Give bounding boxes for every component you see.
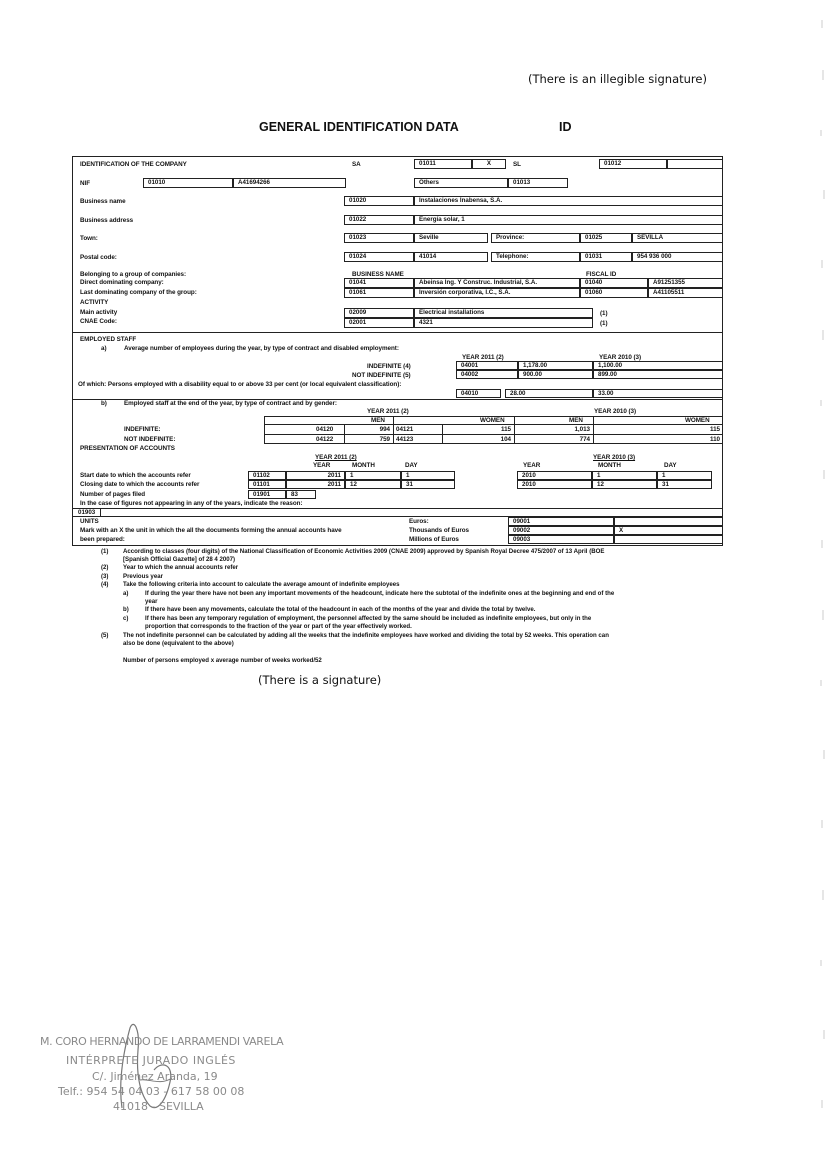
note-2-text: Year to which the annual accounts refer — [123, 564, 239, 571]
last-dominating-label: Last dominating company of the group: — [80, 289, 197, 296]
staff-b-year2010: YEAR 2010 (3) — [594, 408, 637, 415]
men-header-2011: MEN — [371, 417, 385, 424]
main-activity-value: Electrical installations — [414, 308, 593, 318]
notindef-2011: 900.00 — [518, 370, 593, 379]
start-month-prev: 1 — [592, 471, 657, 480]
id-label: ID — [559, 120, 572, 134]
town-label: Town: — [80, 235, 98, 242]
last-fiscal-code: 01060 — [580, 288, 648, 298]
b-notindef-women-2010: 110 — [709, 436, 720, 443]
close-day-prev: 31 — [657, 480, 712, 489]
euros-label: Euros: — [409, 518, 429, 525]
sl-code: 01012 — [599, 159, 667, 169]
close-month-prev: 12 — [592, 480, 657, 489]
start-month: 1 — [345, 471, 401, 480]
staff-header: EMPLOYED STAFF — [80, 336, 137, 343]
note-4-num: (4) — [101, 581, 109, 588]
start-code: 01102 — [248, 471, 286, 480]
cnae-value: 4321 — [414, 318, 593, 328]
units-text-2: been prepared: — [80, 536, 125, 543]
pages-code: 01901 — [248, 490, 286, 499]
close-code: 01101 — [248, 480, 286, 489]
accounts-year2010: YEAR 2010 (3) — [593, 454, 636, 461]
stamp-line-5: 41018 - SEVILLA — [113, 1100, 204, 1113]
province-value: SEVILLA — [632, 233, 723, 243]
divider — [393, 416, 394, 444]
cnae-label: CNAE Code: — [80, 318, 117, 325]
staff-b-letter: b) — [101, 400, 107, 407]
year-col-2011: YEAR — [313, 462, 331, 469]
millions-mark[interactable] — [614, 535, 723, 544]
telephone-value: 954 936 000 — [632, 252, 723, 262]
b-indef-women-code: 04121 — [396, 426, 414, 433]
business-name-code: 01020 — [344, 196, 414, 206]
notindef-label: NOT INDEFINITE (5) — [352, 372, 411, 379]
b-notindef-label: NOT INDEFINITE: — [124, 436, 176, 443]
start-day-prev: 1 — [657, 471, 712, 480]
telephone-code: 01031 — [580, 252, 632, 262]
formula-text: Number of persons employed x average number of weeks worked/52 — [123, 657, 322, 664]
euros-mark[interactable] — [614, 517, 723, 526]
close-year: 2011 — [286, 480, 345, 489]
close-day: 31 — [401, 480, 455, 489]
postal-value: 41014 — [414, 252, 488, 262]
b-indef-women-2010: 115 — [709, 426, 720, 433]
staff-b-text: Employed staff at the end of the year, by type of contract and by gender: — [124, 400, 337, 407]
units-text-1: Mark with an X the unit in which the all the documents forming the annual accounts have — [80, 527, 342, 534]
b-indef-women-2011: 115 — [500, 426, 511, 433]
signature-note-top: (There is an illegible signature) — [528, 72, 707, 86]
company-header: IDENTIFICATION OF THE COMPANY — [80, 161, 187, 168]
disability-text: Of which: Persons employed with a disability equal to or above 33 per cent (or local equivalent classification): — [78, 381, 402, 388]
divider — [442, 424, 443, 444]
thousands-label: Thousands of Euros — [409, 527, 469, 534]
direct-name: Abeinsa Ing. Y Construc. Industrial, S.A. — [414, 278, 580, 288]
business-name-value: Instalaciones Inabensa, S.A. — [414, 196, 723, 206]
note-4c-text: If there has been any temporary regulation of employment, the personnel affected by the same should be included as indefinite employees, but only in the — [145, 615, 592, 622]
divider — [344, 424, 345, 444]
year-col-2010: YEAR — [523, 462, 541, 469]
note-4c-num: c) — [123, 615, 129, 622]
cnae-code: 02001 — [344, 318, 414, 328]
men-header-2010: MEN — [569, 417, 583, 424]
note-5-text: The not indefinite personnel can be calculated by adding all the weeks that the indefinite employees have worked and dividing the total by 52 weeks. This operation can — [123, 632, 609, 639]
staff-a-year2010: YEAR 2010 (3) — [599, 354, 642, 361]
pages-label: Number of pages filed — [80, 491, 146, 498]
nif-label: NIF — [80, 180, 90, 187]
start-year-prev: 2010 — [517, 471, 592, 480]
province-label: Province: — [491, 233, 580, 243]
notindef-2010: 899.00 — [593, 370, 723, 379]
indef-code: 04001 — [456, 361, 518, 370]
postal-code-code: 01024 — [344, 252, 414, 262]
divider — [593, 416, 594, 444]
disability-2010: 33.00 — [593, 389, 723, 398]
signature-note-bottom: (There is a signature) — [258, 673, 382, 687]
sl-mark[interactable] — [667, 159, 723, 169]
business-address-code: 01022 — [344, 215, 414, 225]
day-col-2011: DAY — [405, 462, 418, 469]
thousands-mark[interactable]: X — [614, 526, 723, 535]
disability-code: 04010 — [456, 389, 501, 398]
b-indef-men-code: 04120 — [316, 426, 334, 433]
month-col-2011: MONTH — [352, 462, 375, 469]
activity-header: ACTIVITY — [80, 299, 109, 306]
b-indef-label: INDEFINITE: — [124, 426, 161, 433]
disability-2011: 28.00 — [505, 389, 593, 398]
scan-edge-marks — [808, 0, 830, 1170]
sa-code: 01011 — [414, 159, 472, 169]
start-year: 2011 — [286, 471, 345, 480]
note-4a-text: If during the year there have not been any important movements of the headcount, indicate here the subtotal of the indefinite ones at the beginning and end of the — [145, 590, 615, 597]
pages-value: 83 — [286, 490, 316, 499]
women-header-2011: WOMEN — [480, 417, 505, 424]
millions-label: Millions of Euros — [409, 536, 459, 543]
others-label: Others — [414, 178, 508, 188]
start-date-label: Start date to which the accounts refer — [80, 472, 191, 479]
divider — [264, 434, 723, 435]
units-header: UNITS — [80, 518, 99, 525]
province-code: 01025 — [580, 233, 632, 243]
direct-fiscal-code: 01040 — [580, 278, 648, 288]
page-title: GENERAL IDENTIFICATION DATA — [259, 120, 459, 134]
month-col-2010: MONTH — [598, 462, 621, 469]
note-2-num: (2) — [101, 564, 109, 571]
main-activity-code: 02009 — [344, 308, 414, 318]
euros-code: 09001 — [508, 517, 614, 526]
staff-a-year2011: YEAR 2011 (2) — [462, 354, 504, 361]
figures-code: 01903 — [72, 508, 723, 517]
note-4c-text2: proportion that corresponds to the fraction of the year or part of the year effectively worked. — [145, 623, 412, 630]
note-4-text: Take the following criteria into account to calculate the average amount of indefinite employees — [123, 581, 400, 588]
town-code: 01023 — [344, 233, 414, 243]
note-3-num: (3) — [101, 573, 109, 580]
b-indef-men-2010: 1,013 — [574, 426, 590, 433]
staff-b-year2011: YEAR 2011 (2) — [367, 408, 409, 415]
notindef-code: 04002 — [456, 370, 518, 379]
direct-code: 01041 — [344, 278, 414, 288]
others-code: 01013 — [508, 178, 568, 188]
note-5-text2: also be done (equivalent to the above) — [123, 640, 234, 647]
direct-fiscal-value: A91251355 — [648, 278, 723, 288]
note-4a-num: a) — [123, 590, 129, 597]
group-belonging-label: Belonging to a group of companies: — [80, 271, 187, 278]
close-year-prev: 2010 — [517, 480, 592, 489]
note-3-text: Previous year — [123, 573, 163, 580]
staff-a-text: Average number of employees during the year, by type of contract and disabled employment: — [124, 345, 399, 352]
indef-label: INDEFINITE (4) — [367, 363, 411, 370]
business-name-label: Business name — [80, 198, 126, 205]
note-1-text2: [Spanish Official Gazette] of 28 4 2007) — [123, 556, 236, 563]
stamp-line-1: M. CORO HERNANDO DE LARRAMENDI VARELA — [40, 1035, 284, 1048]
divider — [514, 416, 515, 444]
business-address-value: Energía solar, 1 — [414, 215, 723, 225]
main-activity-label: Main activity — [80, 309, 118, 316]
b-notindef-women-code: 44123 — [396, 436, 414, 443]
town-value: Seville — [414, 233, 488, 243]
b-indef-men-2011: 994 — [379, 426, 390, 433]
last-name: Inversión corporativa, I.C., S.A. — [414, 288, 580, 298]
b-notindef-men-2011: 759 — [379, 436, 390, 443]
figures-text: In the case of figures not appearing in any of the years, indicate the reason: — [80, 500, 303, 507]
translator-stamp — [40, 1025, 284, 1120]
day-col-2010: DAY — [664, 462, 677, 469]
note-4b-num: b) — [123, 606, 129, 613]
telephone-label: Telephone: — [491, 252, 580, 262]
cnae-note: (1) — [600, 320, 608, 327]
note-4b-text: If there have been any movements, calculate the total of the headcount in each of the months of the year and divide the total by twelve. — [145, 606, 536, 613]
note-1-num: (1) — [101, 548, 109, 555]
sl-label: SL — [513, 161, 521, 168]
accounts-year2011: YEAR 2011 (2) — [315, 454, 357, 461]
last-fiscal-value: A41105511 — [648, 288, 723, 298]
divider — [264, 424, 723, 425]
accounts-header: PRESENTATION OF ACCOUNTS — [80, 445, 175, 452]
stamp-line-4: Telf.: 954 54 04 03 - 617 58 00 08 — [58, 1085, 245, 1098]
postal-label: Postal code: — [80, 254, 117, 261]
closing-date-label: Closing date to which the accounts refer — [80, 481, 200, 488]
note-1-text: According to classes (four digits) of the National Classification of Economic Activities 2009 (CNAE 2009) approved by Spanish Royal Decree 475/2007 of 13 April (BOE — [123, 548, 605, 555]
nif-value: A41694266 — [233, 178, 346, 188]
divider — [100, 508, 101, 517]
sa-mark[interactable]: X — [472, 159, 506, 169]
fiscal-id-header: FISCAL ID — [586, 271, 617, 278]
note-5-num: (5) — [101, 632, 109, 639]
last-code: 01061 — [344, 288, 414, 298]
thousands-code: 09002 — [508, 526, 614, 535]
indef-2010: 1,100.00 — [593, 361, 723, 370]
b-notindef-men-2010: 774 — [579, 436, 590, 443]
indef-2011: 1,178.00 — [518, 361, 593, 370]
business-name-header: BUSINESS NAME — [352, 271, 404, 278]
note-4a-text2: year — [145, 598, 158, 605]
sa-label: SA — [352, 161, 361, 168]
start-day: 1 — [401, 471, 455, 480]
nif-code: 01010 — [143, 178, 233, 188]
stamp-line-3: C/. Jiménez Aranda, 19 — [92, 1070, 218, 1083]
business-address-label: Business address — [80, 217, 134, 224]
main-activity-note: (1) — [600, 310, 608, 317]
direct-dominating-label: Direct dominating company: — [80, 279, 164, 286]
b-notindef-men-code: 04122 — [316, 436, 334, 443]
stamp-line-2: INTÉRPRETE JURADO INGLÉS — [66, 1054, 236, 1067]
b-notindef-women-2011: 104 — [500, 436, 511, 443]
women-header-2010: WOMEN — [685, 417, 710, 424]
staff-a-letter: a) — [101, 345, 107, 352]
close-month: 12 — [345, 480, 401, 489]
millions-code: 09003 — [508, 535, 614, 544]
divider — [72, 332, 723, 333]
